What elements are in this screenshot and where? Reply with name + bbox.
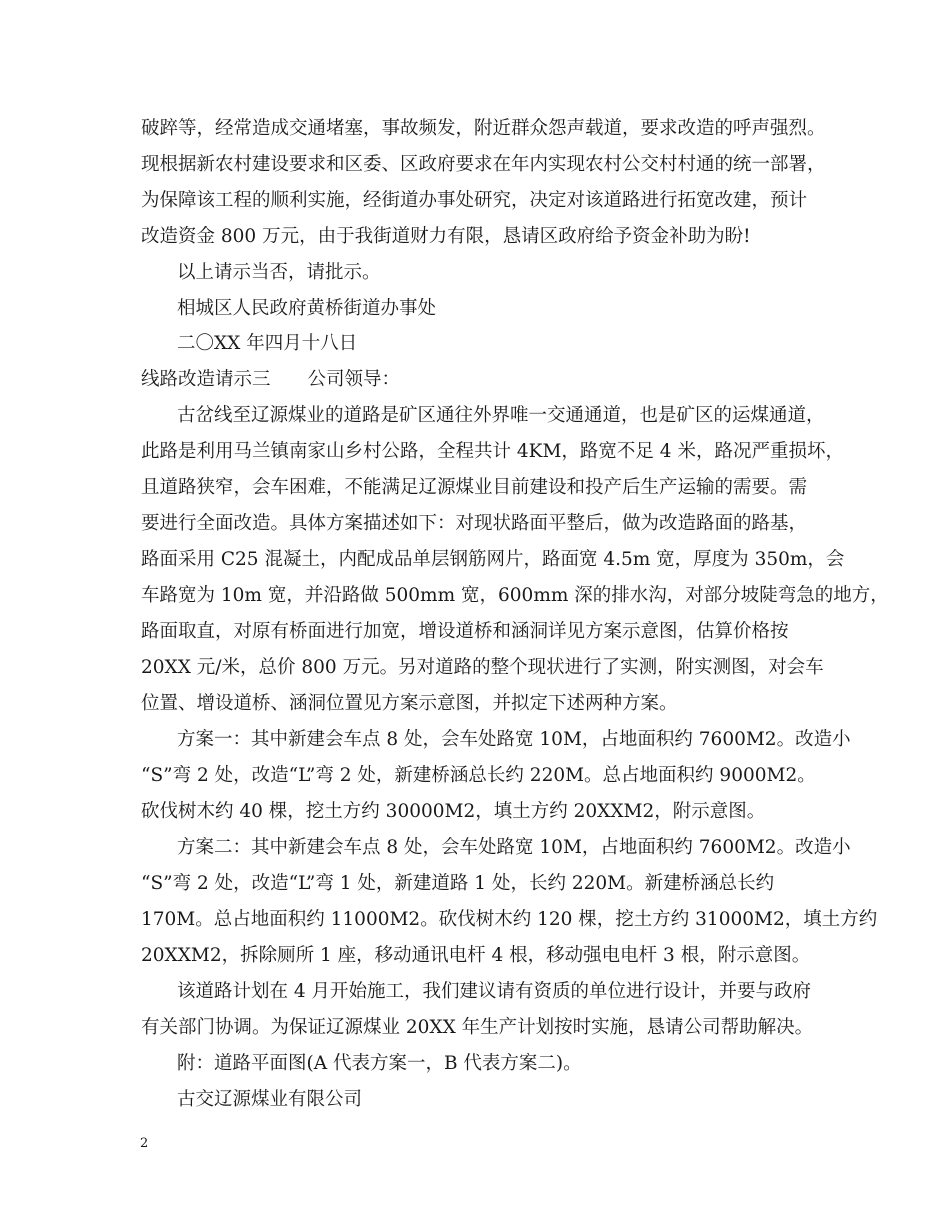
plan-one-line: 砍伐树木约 40 棵，挖土方约 30000M2，填土方约 20XXM2，附示意图。 — [141, 801, 766, 822]
body-text-line: 此路是利用马兰镇南家山乡村公路，全程共计 4KM，路宽不足 4 米，路况严重损坏， — [141, 441, 844, 462]
plan-two-line: “S”弯 2 处，改造“L”弯 1 处，新建道路 1 处，长约 220M。新建桥涵总长约 — [141, 873, 775, 894]
body-text-line: 古岔线至辽源煤业的道路是矿区通往外界唯一交通通道，也是矿区的运煤通道， — [177, 405, 825, 426]
body-text-line: 改造资金 800 万元，由于我街道财力有限，恳请区政府给予资金补助为盼! — [141, 226, 751, 247]
body-text-line: 该道路计划在 4 月开始施工，我们建议请有资质的单位进行设计，并要与政府 — [177, 981, 812, 1002]
body-text-line: 破踤等，经常造成交通堵塞，事故频发，附近群众怨声载道，要求改造的呼声强烈。 — [141, 118, 826, 139]
sender-company: 古交辽源煤业有限公司 — [177, 1089, 363, 1110]
sender-organization: 相城区人民政府黄桥街道办事处 — [177, 298, 437, 319]
page-number: 2 — [140, 1136, 149, 1151]
body-text-line: 位置、增设道桥、涵洞位置见方案示意图，并拟定下述两种方案。 — [141, 693, 678, 714]
plan-two-line: 方案二：其中新建会车点 8 处，会车处路宽 10M，占地面积约 7600M2。改造小 — [177, 837, 851, 858]
section-heading: 线路改造请示三 公司领导： — [141, 369, 401, 390]
closing-request-line: 以上请示当否，请批示。 — [177, 262, 381, 283]
body-text-line: 为保障该工程的顺利实施，经街道办事处研究，决定对该道路进行拓宽改建，预计 — [141, 190, 808, 211]
plan-two-line: 170M。总占地面积约 11000M2。砍伐树木约 120 棵，挖土方约 31000M2，填土方约 — [141, 909, 878, 930]
body-text-line: 20XX 元/米，总价 800 万元。另对道路的整个现状进行了实测，附实测图，对会车 — [141, 657, 824, 678]
plan-one-line: 方案一：其中新建会车点 8 处，会车处路宽 10M，占地面积约 7600M2。改造小 — [177, 729, 851, 750]
body-text-line: 且道路狭窄，会车困难，不能满足辽源煤业目前建设和投产后生产运输的需要。需 — [141, 477, 808, 498]
body-text-line: 有关部门协调。为保证辽源煤业 20XX 年生产计划按时实施，恳请公司帮助解决。 — [141, 1017, 814, 1038]
body-text-line: 路面采用 C25 混凝土，内配成品单层钢筋网片，路面宽 4.5m 宽，厚度为 350m，会 — [141, 549, 845, 570]
body-text-line: 要进行全面改造。具体方案描述如下：对现状路面平整后，做为改造路面的路基， — [141, 513, 808, 534]
body-text-line: 路面取直，对原有桥面进行加宽，增设道桥和涵洞详见方案示意图，估算价格按 — [141, 621, 789, 642]
body-text-line: 现根据新农村建设要求和区委、区政府要求在年内实现农村公交村村通的统一部署， — [141, 154, 826, 175]
attachment-note: 附：道路平面图(A 代表方案一，B 代表方案二)。 — [177, 1053, 582, 1074]
body-text-line: 车路宽为 10m 宽，并沿路做 500mm 宽，600mm 深的排水沟，对部分坡陡弯急的地方， — [141, 585, 889, 606]
plan-one-line: “S”弯 2 处，改造“L”弯 2 处，新建桥涵总长约 220M。总占地面积约 9000M2。 — [141, 765, 816, 786]
plan-two-line: 20XXM2，拆除厕所 1 座，移动通讯电杆 4 根，移动强电电杆 3 根，附示意图。 — [141, 945, 811, 966]
document-date: 二〇XX 年四月十八日 — [177, 333, 358, 354]
